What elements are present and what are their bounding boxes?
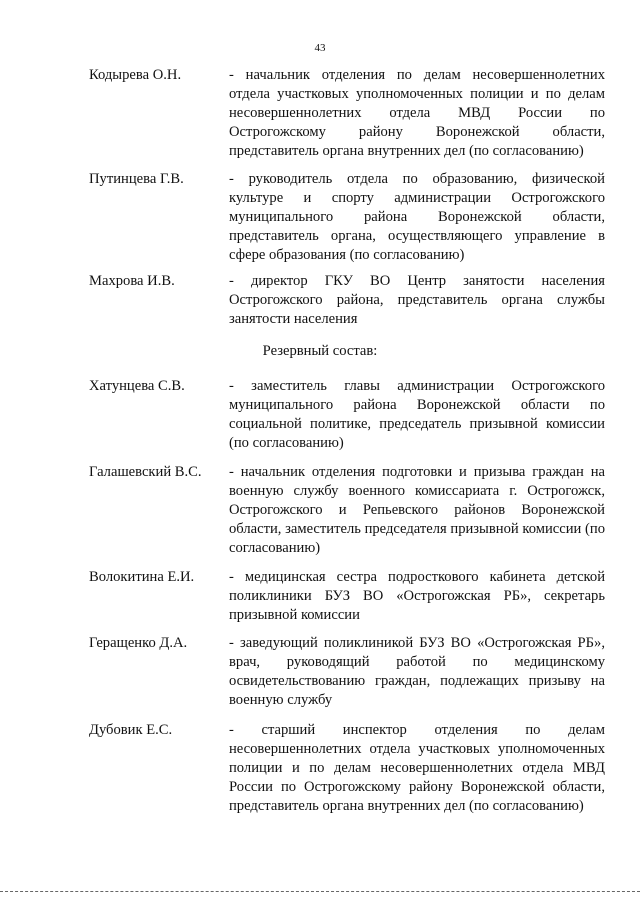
member-description: - начальник отделения по делам несовершеннолетних отдела участковых уполномоченных полиции и по делам несовершеннолетних отдела МВД России по Острогожскому району Воронежской области, представитель органа внутренних дел (по согласованию) — [229, 67, 605, 159]
member-name: Галашевский В.С. — [89, 464, 202, 480]
member-description: - директор ГКУ ВО Центр занятости населения Острогожского района, представитель органа службы занятости населения — [229, 273, 605, 327]
page-bottom-rule — [0, 891, 640, 892]
member-name: Хатунцева С.В. — [89, 378, 185, 394]
member-name: Путинцева Г.В. — [89, 171, 184, 187]
member-description: - старший инспектор отделения по делам несовершеннолетних отдела участковых уполномоченных полиции и по делам несовершеннолетних отдела МВД России по Острогожскому району Воронежской области, представитель органа внутренних дел (по согласованию) — [229, 722, 605, 814]
member-description: - заведующий поликлиникой БУЗ ВО «Острогожская РБ», врач, руководящий работой по медицинскому освидетельствованию граждан, подлежащих призыву на военную службу — [229, 635, 605, 708]
member-description: - начальник отделения подготовки и призыва граждан на военную службу военного комиссариата г. Острогожск, Острогожского и Репьевского районов Воронежской области, заместитель председателя призывной комиссии (по согласованию) — [229, 464, 605, 556]
member-description: - руководитель отдела по образованию, физической культуре и спорту администрации Острогожского муниципального района Воронежской области, представитель органа, осуществляющего управление в сфере образования (по согласованию) — [229, 171, 605, 263]
reserve-heading: Резервный состав: — [262, 343, 378, 359]
member-name: Дубовик Е.С. — [89, 722, 173, 738]
member-name: Махрова И.В. — [89, 273, 175, 289]
member-description: - заместитель главы администрации Острогожского муниципального района Воронежской области по социальной политике, председатель призывной комиссии (по согласованию) — [229, 378, 605, 451]
member-name: Геращенко Д.А. — [89, 635, 188, 651]
page-number: 43 — [314, 42, 326, 54]
member-name: Волокитина Е.И. — [89, 569, 195, 585]
member-name: Кодырева О.Н. — [89, 67, 182, 83]
member-description: - медицинская сестра подросткового кабинета детской поликлиники БУЗ ВО «Острогожская РБ», секретарь призывной комиссии — [229, 569, 605, 623]
